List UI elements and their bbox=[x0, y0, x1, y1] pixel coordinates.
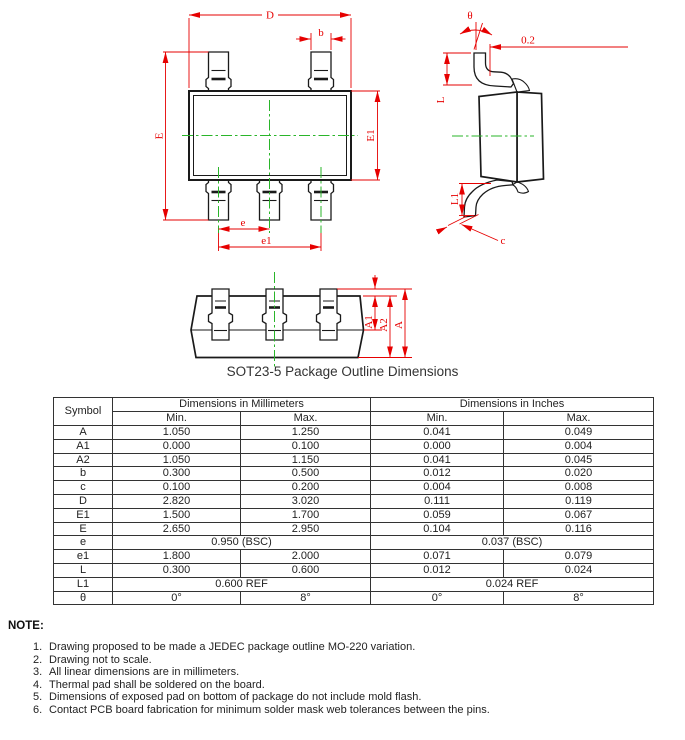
table-cell: 0.200 bbox=[241, 481, 371, 495]
dim-label-e: e bbox=[240, 217, 246, 229]
table-row bbox=[54, 550, 654, 564]
table-cell: 0.111 bbox=[371, 494, 504, 508]
table-cell: 3.020 bbox=[241, 494, 371, 508]
package-body-side-face bbox=[517, 92, 544, 182]
table-cell: 1.050 bbox=[113, 426, 241, 440]
lead-top-side-view bbox=[474, 53, 514, 87]
dim-label-c: c bbox=[500, 235, 506, 247]
table-row bbox=[54, 494, 654, 508]
table-row bbox=[54, 563, 654, 577]
note-item-text: Drawing proposed to be made a JEDEC package outline MO-220 variation. bbox=[49, 641, 416, 653]
table-cell: e bbox=[54, 536, 113, 550]
table-cell: 0.950 (BSC) bbox=[113, 536, 371, 550]
table-cell: 0.079 bbox=[504, 550, 654, 564]
header-symbol: Symbol bbox=[54, 398, 113, 426]
table-cell: L bbox=[54, 563, 113, 577]
note-item bbox=[33, 641, 490, 654]
table-cell: 1.800 bbox=[113, 550, 241, 564]
table-cell: E bbox=[54, 522, 113, 536]
drawing-title: SOT23-5 Package Outline Dimensions bbox=[226, 364, 459, 379]
pin-top-right bbox=[309, 52, 334, 91]
table-cell: 2.000 bbox=[241, 550, 371, 564]
note-item-text: Thermal pad shall be soldered on the board. bbox=[49, 678, 265, 691]
table-cell: 0.004 bbox=[504, 439, 654, 453]
table-cell: 0.045 bbox=[504, 453, 654, 467]
table-cell: 0.119 bbox=[504, 494, 654, 508]
dim-label-d: D bbox=[266, 9, 274, 22]
table-row bbox=[54, 439, 654, 453]
table-cell: 0.012 bbox=[371, 467, 504, 481]
table-cell: 0.116 bbox=[504, 522, 654, 536]
table-cell: E1 bbox=[54, 508, 113, 522]
table-cell: 0.041 bbox=[371, 426, 504, 440]
dim-label-b: b bbox=[318, 27, 324, 39]
dim-label-l1: L1 bbox=[449, 192, 462, 206]
note-item bbox=[33, 654, 490, 667]
note-item bbox=[33, 679, 490, 692]
table-cell: 2.820 bbox=[113, 494, 241, 508]
table-row bbox=[54, 467, 654, 481]
table-cell: b bbox=[54, 467, 113, 481]
table-row bbox=[54, 481, 654, 495]
table-cell: 0.067 bbox=[504, 508, 654, 522]
front-lead-right bbox=[317, 289, 341, 340]
table-cell: 0.100 bbox=[113, 481, 241, 495]
table-cell: D bbox=[54, 494, 113, 508]
table-cell: 0.300 bbox=[113, 467, 241, 481]
lead-wrap-bottom bbox=[513, 182, 529, 193]
table-cell: 1.700 bbox=[241, 508, 371, 522]
dim-label-offset: 0.2 bbox=[521, 34, 535, 47]
table-cell: 0.071 bbox=[371, 550, 504, 564]
table-row bbox=[54, 522, 654, 536]
note-item bbox=[33, 691, 490, 704]
table-cell: 1.250 bbox=[241, 426, 371, 440]
header-inch-group: Dimensions in Inches bbox=[371, 398, 654, 412]
note-item-text: Contact PCB board fabrication for minimum solder mask web tolerances between the pins. bbox=[49, 703, 490, 716]
header-inch-min: Min. bbox=[371, 412, 504, 426]
front-lead-left bbox=[209, 289, 233, 340]
table-cell: 0.000 bbox=[113, 439, 241, 453]
dim-label-a: A bbox=[393, 321, 406, 329]
table-cell: 0.024 REF bbox=[371, 577, 654, 591]
side-view bbox=[464, 53, 544, 217]
table-row bbox=[54, 453, 654, 467]
table-cell: θ bbox=[54, 591, 113, 605]
pin-top-left bbox=[206, 52, 231, 91]
note-item bbox=[33, 666, 490, 679]
table-cell: 0.020 bbox=[504, 467, 654, 481]
note-item-text: Drawing not to scale. bbox=[49, 653, 152, 666]
table-cell: 0.008 bbox=[504, 481, 654, 495]
table-cell: 0.104 bbox=[371, 522, 504, 536]
table-row bbox=[54, 426, 654, 440]
table-header bbox=[54, 398, 654, 426]
table-cell: 0.100 bbox=[241, 439, 371, 453]
package-body-front-face bbox=[479, 92, 517, 182]
lead-wrap-top bbox=[512, 79, 530, 92]
table-cell: 0° bbox=[371, 591, 504, 605]
dim-label-theta: θ bbox=[467, 10, 473, 22]
header-mm-max: Max. bbox=[241, 412, 371, 426]
table-cell: 0.600 REF bbox=[113, 577, 371, 591]
table-cell: 0.059 bbox=[371, 508, 504, 522]
table-cell: 0.000 bbox=[371, 439, 504, 453]
table-cell: A2 bbox=[54, 453, 113, 467]
front-view bbox=[191, 289, 364, 358]
note-item bbox=[33, 704, 490, 717]
table-cell: 0.012 bbox=[371, 563, 504, 577]
dim-label-a2: A2 bbox=[378, 318, 391, 332]
dim-label-l: L bbox=[435, 96, 448, 104]
header-mm-group: Dimensions in Millimeters bbox=[113, 398, 371, 412]
table-cell: 1.050 bbox=[113, 453, 241, 467]
note-item-text: Dimensions of exposed pad on bottom of package do not include mold flash. bbox=[49, 691, 422, 704]
table-cell: 0.500 bbox=[241, 467, 371, 481]
table-cell: c bbox=[54, 481, 113, 495]
table-row bbox=[54, 577, 654, 591]
table-cell: 1.500 bbox=[113, 508, 241, 522]
note-number: 3. bbox=[33, 666, 43, 679]
note-item-text: All linear dimensions are in millimeters. bbox=[49, 666, 240, 679]
table-cell: 0.600 bbox=[241, 563, 371, 577]
table-cell: 0.037 (BSC) bbox=[371, 536, 654, 550]
table-cell: 0.300 bbox=[113, 563, 241, 577]
header-inch-max: Max. bbox=[504, 412, 654, 426]
table-cell: 0.049 bbox=[504, 426, 654, 440]
table-cell: 0.041 bbox=[371, 453, 504, 467]
note-number: 6. bbox=[33, 703, 43, 716]
lead-bottom-side-view bbox=[464, 180, 513, 217]
dimensions-table-body bbox=[54, 426, 654, 605]
table-row bbox=[54, 591, 654, 605]
table-cell: A1 bbox=[54, 439, 113, 453]
table-cell: L1 bbox=[54, 577, 113, 591]
table-row bbox=[54, 536, 654, 550]
dim-label-e1-cap: E1 bbox=[365, 129, 378, 142]
table-cell: e1 bbox=[54, 550, 113, 564]
note-number: 4. bbox=[33, 678, 43, 691]
note-list bbox=[33, 641, 490, 717]
table-cell: 8° bbox=[504, 591, 654, 605]
note-number: 5. bbox=[33, 691, 43, 704]
table-cell: 0.004 bbox=[371, 481, 504, 495]
table-cell: 1.150 bbox=[241, 453, 371, 467]
dimensions-table bbox=[53, 397, 654, 605]
note-number: 1. bbox=[33, 641, 43, 653]
table-cell: 0° bbox=[113, 591, 241, 605]
table-cell: A bbox=[54, 426, 113, 440]
table-cell: 2.950 bbox=[241, 522, 371, 536]
header-mm-min: Min. bbox=[113, 412, 241, 426]
table-row bbox=[54, 508, 654, 522]
table-cell: 0.024 bbox=[504, 563, 654, 577]
table-cell: 8° bbox=[241, 591, 371, 605]
dim-label-e-cap: E bbox=[153, 132, 166, 140]
table-cell: 2.650 bbox=[113, 522, 241, 536]
dim-label-a1: A1 bbox=[363, 315, 376, 329]
note-number: 2. bbox=[33, 653, 43, 666]
dim-label-e1: e1 bbox=[261, 235, 272, 247]
note-heading: NOTE: bbox=[8, 620, 44, 632]
